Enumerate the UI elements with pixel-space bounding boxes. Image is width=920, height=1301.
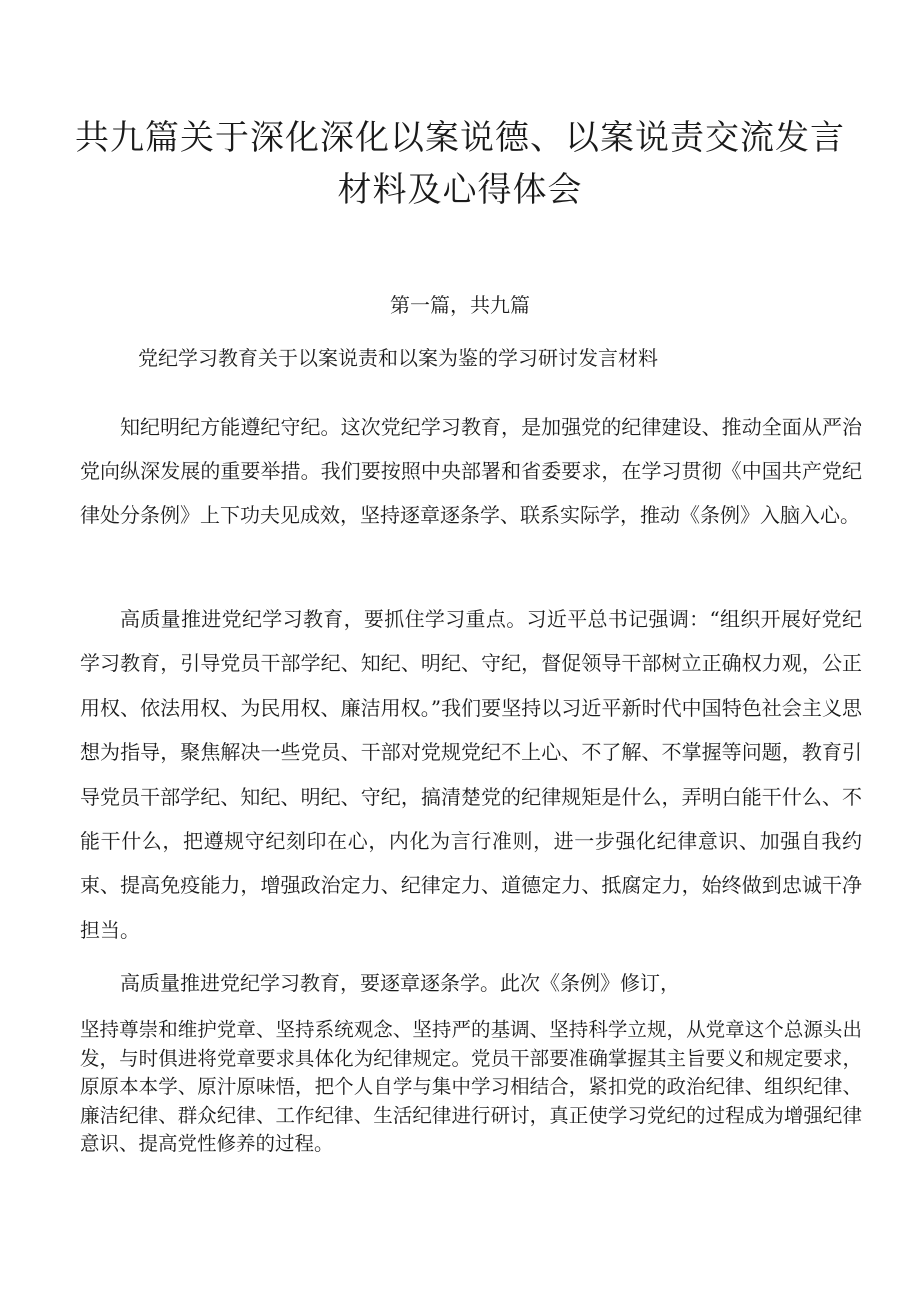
body-paragraph: 高质量推进党纪学习教育，要抓住学习重点。习近平总书记强调：“组织开展好党纪学习教育，引导党员干部学纪、知纪、明纪、守纪，督促领导干部树立正确权力观，公正用权、依法用权、为民用权、廉洁用权。”我们要坚持以习近平新时代中国特色社会主义思想为指导，聚焦解决一些党员、干部对党规党纪不上心、不了解、不掌握等问题，教育引导党员干部学纪、知纪、明纪、守纪，搞清楚党的纪律规矩是什么，弄明白能干什么、不能干什么，把遵规守纪刻印在心，内化为言行准则，进一步强化纪律意识、加强自我约束、提高免疫能力，增强政治定力、纪律定力、道德定力、抵腐定力，始终做到忠诚干净担当。	[80, 607, 862, 942]
body-paragraph: 知纪明纪方能遵纪守纪。这次党纪学习教育，是加强党的纪律建设、推动全面从严治党向纵深发展的重要举措。我们要按照中央部署和省委要求，在学习贯彻《中国共产党纪律处分条例》上下功夫见成效，坚持逐章逐条学、联系实际学，推动《条例》入脑入心。	[80, 415, 862, 527]
body-paragraph: 坚持尊崇和维护党章、坚持系统观念、坚持严的基调、坚持科学立规，从党章这个总源头出发，与时俱进将党章要求具体化为纪律规定。党员干部要准确掌握其主旨要义和规定要求，原原本本学、原汁原味悟，把个人自学与集中学习相结合，紧扣党的政治纪律、组织纪律、廉洁纪律、群众纪律、工作纪律、生活纪律进行研讨，真正使学习党纪的过程成为增强纪律意识、提高党性修养的过程。	[80, 1018, 862, 1155]
document-title: 共九篇关于深化深化以案说德、以案说责交流发言材料及心得体会	[75, 118, 845, 210]
section-heading: 第一篇，共九篇	[390, 293, 530, 317]
article-title: 党纪学习教育关于以案说责和以案为鉴的学习研讨发言材料	[138, 346, 658, 370]
body-paragraph: 高质量推进党纪学习教育，要逐章逐条学。此次《条例》修订，	[120, 971, 680, 995]
